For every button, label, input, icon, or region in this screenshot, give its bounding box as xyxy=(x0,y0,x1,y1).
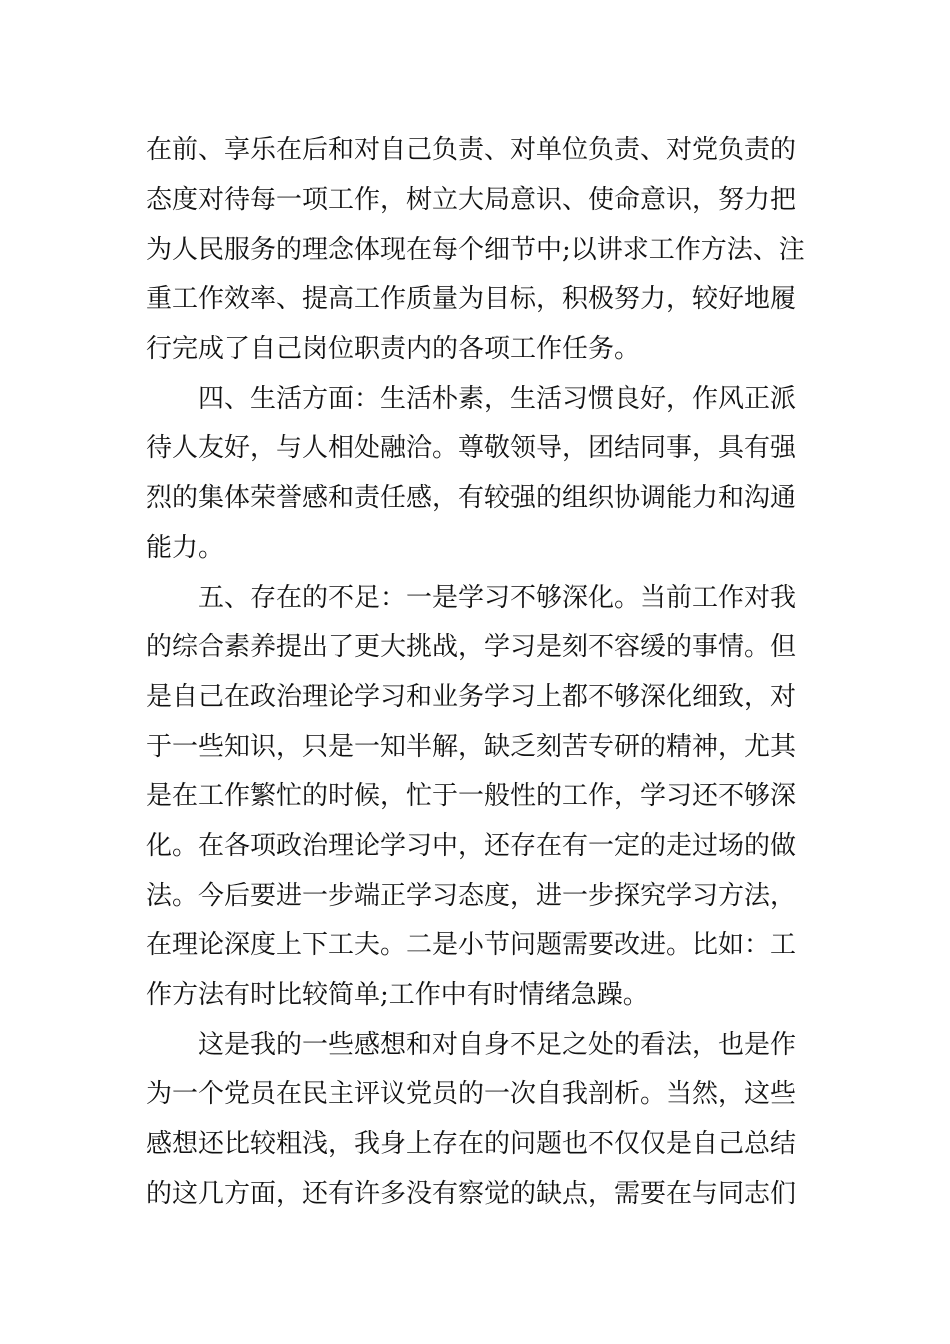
text-line: 作方法有时比较简单;工作中有时情绪急躁。 xyxy=(146,980,649,1010)
text-line: 是在工作繁忙的时候，忙于一般性的工作，学习还不够深 xyxy=(146,781,797,811)
text-line: 感想还比较粗浅，我身上存在的问题也不仅仅是自己总结 xyxy=(146,1129,797,1159)
text-line: 的这几方面，还有许多没有察觉的缺点，需要在与同志们 xyxy=(146,1179,797,1209)
text-line: 能力。 xyxy=(146,533,225,563)
text-line: 在前、享乐在后和对自己负责、对单位负责、对党负责的 xyxy=(146,135,797,165)
text-line: 为人民服务的理念体现在每个细节中;以讲求工作方法、注 xyxy=(146,235,805,265)
text-line: 化。在各项政治理论学习中，还存在有一定的走过场的做 xyxy=(146,831,797,861)
text-line: 待人友好，与人相处融洽。尊敬领导，团结同事，具有强 xyxy=(146,433,797,463)
paragraph-first-line: 四、生活方面：生活朴素，生活习惯良好，作风正派 xyxy=(198,384,797,414)
text-line: 态度对待每一项工作，树立大局意识、使命意识，努力把 xyxy=(146,185,797,215)
text-line: 是自己在政治理论学习和业务学习上都不够深化细致，对 xyxy=(146,682,797,712)
text-line: 为一个党员在民主评议党员的一次自我剖析。当然，这些 xyxy=(146,1079,797,1109)
text-line: 烈的集体荣誉感和责任感，有较强的组织协调能力和沟通 xyxy=(146,483,797,513)
text-line: 在理论深度上下工夫。二是小节问题需要改进。比如：工 xyxy=(146,930,797,960)
text-line: 的综合素养提出了更大挑战，学习是刻不容缓的事情。但 xyxy=(146,632,797,662)
paragraph-first-line: 这是我的一些感想和对自身不足之处的看法，也是作 xyxy=(198,1030,797,1060)
text-line: 重工作效率、提高工作质量为目标，积极努力，较好地履 xyxy=(146,284,797,314)
text-line: 法。今后要进一步端正学习态度，进一步探究学习方法， xyxy=(146,881,797,911)
text-line: 于一些知识，只是一知半解，缺乏刻苦专研的精神，尤其 xyxy=(146,732,797,762)
text-line: 行完成了自己岗位职责内的各项工作任务。 xyxy=(146,334,641,364)
paragraph-first-line: 五、存在的不足：一是学习不够深化。当前工作对我 xyxy=(198,583,797,613)
